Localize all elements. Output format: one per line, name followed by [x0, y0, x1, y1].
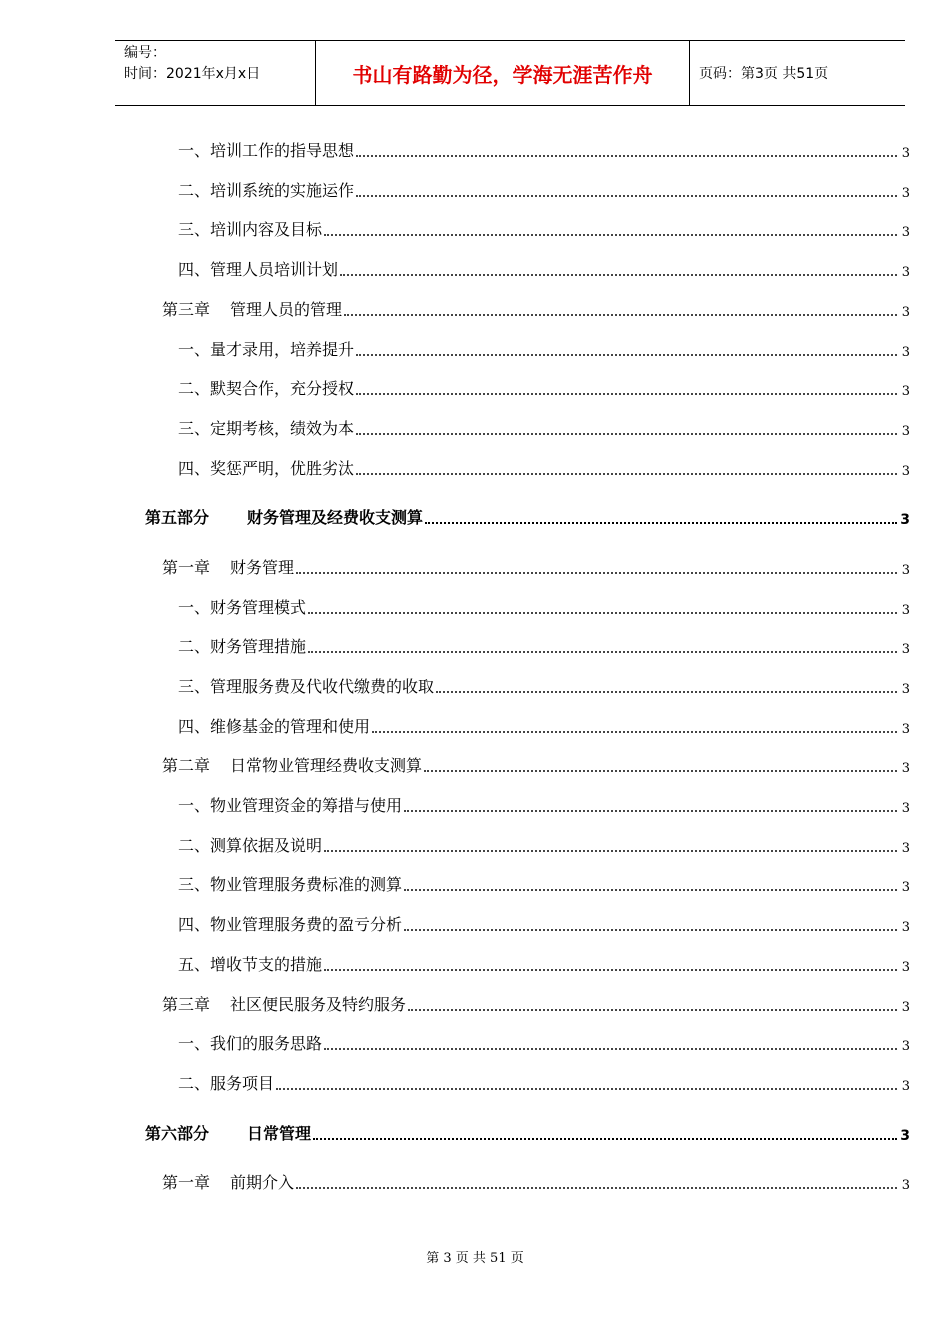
toc-leader-dots: [425, 521, 897, 524]
toc-entry-number: 三、: [178, 677, 211, 696]
toc-entry[interactable]: [0, 991, 910, 1015]
toc-leader-dots: [356, 194, 897, 197]
toc-entry-text: [178, 257, 338, 280]
toc-leader-dots: [324, 233, 897, 236]
toc-entry-title: 量才录用，培养提升: [210, 340, 355, 359]
toc-entry-title: 物业管理资金的筹措与使用: [210, 796, 403, 815]
toc-entry-page: 3: [901, 880, 910, 895]
time-label: 时间：2021年x月x日: [124, 66, 261, 82]
toc-entry-number: 四、: [178, 459, 211, 478]
toc-leader-dots: [404, 928, 897, 931]
toc-entry-text: [178, 138, 354, 161]
toc-entry-text: [178, 217, 322, 240]
toc-leader-dots: [356, 392, 897, 395]
toc-entry-page: 3: [901, 642, 910, 657]
toc-entry[interactable]: [0, 1120, 910, 1144]
toc-entry[interactable]: [0, 752, 910, 776]
toc-entry-page: 3: [901, 1000, 910, 1015]
toc-leader-dots: [356, 353, 897, 356]
toc-entry-title: 维修基金的管理和使用: [210, 717, 371, 736]
page-footer: 第 3 页 共 51 页: [426, 1251, 524, 1266]
toc-entry-number: 第三章: [162, 995, 211, 1014]
toc-entry-text: [178, 456, 354, 479]
code-label: 编号：: [124, 45, 166, 61]
toc-entry-page: 3: [901, 801, 910, 816]
toc-entry-title: 增收节支的措施: [210, 955, 323, 974]
toc-leader-dots: [436, 690, 897, 693]
toc-entry-text: [178, 634, 306, 657]
toc-entry-title: 财务管理: [230, 558, 295, 577]
toc-entry-text: [162, 297, 342, 320]
toc-entry[interactable]: [0, 594, 910, 618]
toc-entry-number: 三、: [178, 220, 211, 239]
toc-leader-dots: [324, 1047, 897, 1050]
toc-entry-page: 3: [901, 1039, 910, 1054]
toc-entry[interactable]: [0, 296, 910, 320]
header-meta: [115, 41, 316, 105]
toc-leader-dots: [308, 611, 897, 614]
toc-entry-title: 测算依据及说明: [210, 836, 323, 855]
toc-entry-text: [178, 833, 322, 856]
header-motto: 书山有路勤为径，学海无涯苦作舟: [316, 41, 690, 105]
toc-leader-dots: [424, 769, 897, 772]
toc-entry-title: 财务管理及经费收支测算: [247, 508, 424, 527]
toc-entry-title: 前期介入: [230, 1173, 295, 1192]
toc-leader-dots: [296, 1186, 897, 1189]
toc-entry-title: 默契合作，充分授权: [210, 379, 355, 398]
toc-entry-page: 3: [901, 265, 910, 280]
toc-leader-dots: [344, 313, 897, 316]
toc-entry[interactable]: [0, 792, 910, 816]
toc-entry[interactable]: [0, 504, 910, 528]
toc-entry-page: 3: [901, 603, 910, 618]
toc-entry-number: 四、: [178, 260, 211, 279]
toc-entry-number: 一、: [178, 1034, 211, 1053]
toc-leader-dots: [313, 1137, 897, 1140]
toc-entry-title: 日常管理: [247, 1124, 312, 1143]
toc-entry-text: [145, 505, 423, 528]
toc-entry-page: 3: [901, 464, 910, 479]
toc-entry-number: 第二章: [162, 756, 211, 775]
toc-entry-text: [178, 714, 370, 737]
toc-entry[interactable]: [0, 951, 910, 975]
toc-entry-text: [162, 555, 294, 578]
toc-entry-title: 定期考核，绩效为本: [210, 419, 355, 438]
toc-entry-text: [178, 912, 402, 935]
toc-entry-page: 3: [901, 761, 910, 776]
toc-entry-number: 二、: [178, 836, 211, 855]
toc-entry-number: 第三章: [162, 300, 211, 319]
toc-entry-page: 3: [901, 563, 910, 578]
toc-entry-number: 二、: [178, 379, 211, 398]
toc-entry-page: 3: [900, 512, 910, 528]
toc-leader-dots: [404, 809, 897, 812]
toc-leader-dots: [372, 730, 897, 733]
toc-entry-page: 3: [901, 682, 910, 697]
toc-entry[interactable]: [0, 911, 910, 935]
toc-entry-text: [145, 1121, 311, 1144]
toc-entry-title: 财务管理模式: [210, 598, 307, 617]
toc-entry-text: [178, 872, 402, 895]
toc-entry[interactable]: [0, 554, 910, 578]
toc-entry-number: 二、: [178, 181, 211, 200]
toc-entry-number: 一、: [178, 598, 211, 617]
toc-entry[interactable]: [0, 633, 910, 657]
toc-entry[interactable]: [0, 336, 910, 360]
toc-leader-dots: [340, 273, 897, 276]
toc-entry[interactable]: [0, 1070, 910, 1094]
toc-entry-page: 3: [901, 722, 910, 737]
toc-entry-text: [162, 753, 422, 776]
toc-entry-page: 3: [901, 225, 910, 240]
toc-leader-dots: [308, 650, 897, 653]
toc-entry-page: 3: [901, 1178, 910, 1193]
toc-entry-number: 三、: [178, 419, 211, 438]
toc-entry-text: [162, 992, 406, 1015]
toc-entry-number: 第一章: [162, 1173, 211, 1192]
toc-entry-page: 3: [901, 305, 910, 320]
toc-entry[interactable]: [0, 832, 910, 856]
toc-leader-dots: [408, 1008, 897, 1011]
toc-entry-number: 一、: [178, 141, 211, 160]
toc-leader-dots: [324, 849, 897, 852]
toc-entry-text: [178, 793, 402, 816]
toc-entry-title: 物业管理服务费的盈亏分析: [210, 915, 403, 934]
toc-entry-text: [178, 376, 354, 399]
toc-entry-title: 物业管理服务费标准的测算: [210, 875, 403, 894]
toc-leader-dots: [276, 1087, 897, 1090]
toc-entry-title: 管理人员的管理: [230, 300, 343, 319]
toc-leader-dots: [296, 571, 897, 574]
toc-entry-text: [178, 337, 354, 360]
toc-entry-title: 管理服务费及代收代缴费的收取: [210, 677, 435, 696]
toc-leader-dots: [356, 432, 897, 435]
toc-entry[interactable]: [0, 1030, 910, 1054]
toc-entry[interactable]: [0, 177, 910, 201]
toc-entry[interactable]: [0, 455, 910, 479]
toc-entry-text: [178, 952, 322, 975]
toc-entry-page: 3: [901, 920, 910, 935]
toc-entry-page: 3: [901, 960, 910, 975]
toc-entry[interactable]: [0, 256, 910, 280]
toc-entry-page: 3: [901, 1079, 910, 1094]
toc-entry-number: 第五部分: [145, 508, 210, 527]
toc-entry-page: 3: [901, 424, 910, 439]
toc-entry-text: [178, 1031, 322, 1054]
toc-entry-page: 3: [900, 1128, 910, 1144]
toc-entry-title: 培训工作的指导思想: [210, 141, 355, 160]
toc-entry[interactable]: [0, 415, 910, 439]
toc-entry-text: [178, 416, 354, 439]
toc-entry-title: 管理人员培训计划: [210, 260, 339, 279]
toc-entry[interactable]: [0, 216, 910, 240]
toc-entry-page: 3: [901, 345, 910, 360]
toc-leader-dots: [356, 472, 897, 475]
toc-entry-text: [162, 1170, 294, 1193]
toc-entry-number: 四、: [178, 915, 211, 934]
toc-entry-page: 3: [901, 186, 910, 201]
toc-entry-number: 二、: [178, 637, 211, 656]
toc-entry-number: 五、: [178, 955, 211, 974]
toc-leader-dots: [356, 154, 897, 157]
toc-entry-page: 3: [901, 384, 910, 399]
toc-entry-title: 培训系统的实施运作: [210, 181, 355, 200]
toc-entry-text: [178, 595, 306, 618]
toc-entry-number: 一、: [178, 340, 211, 359]
toc-entry[interactable]: [0, 871, 910, 895]
toc-entry-number: 一、: [178, 796, 211, 815]
toc-entry-number: 二、: [178, 1074, 211, 1093]
toc-entry-text: [178, 178, 354, 201]
toc-entry-title: 财务管理措施: [210, 637, 307, 656]
toc-entry-title: 社区便民服务及特约服务: [230, 995, 407, 1014]
toc-entry-number: 第一章: [162, 558, 211, 577]
toc-entry-page: 3: [901, 841, 910, 856]
toc-entry-page: 3: [901, 146, 910, 161]
toc-entry[interactable]: [0, 713, 910, 737]
toc-entry-text: [178, 674, 434, 697]
toc-entry-text: [178, 1071, 274, 1094]
header-page-info: 页码：第3页 共51页: [699, 66, 829, 82]
toc-entry-title: 培训内容及目标: [210, 220, 323, 239]
toc-entry-number: 三、: [178, 875, 211, 894]
toc-leader-dots: [404, 888, 897, 891]
toc-entry-title: 服务项目: [210, 1074, 275, 1093]
toc-entry-title: 奖惩严明，优胜劣汰: [210, 459, 355, 478]
page-header: [115, 40, 905, 106]
toc-leader-dots: [324, 968, 897, 971]
toc-entry[interactable]: [0, 375, 910, 399]
toc-entry-number: 四、: [178, 717, 211, 736]
toc-entry[interactable]: [0, 673, 910, 697]
toc-entry[interactable]: [0, 1169, 910, 1193]
toc-entry[interactable]: [0, 137, 910, 161]
toc-entry-number: 第六部分: [145, 1124, 210, 1143]
toc-entry-title: 日常物业管理经费收支测算: [230, 756, 423, 775]
toc-entry-title: 我们的服务思路: [210, 1034, 323, 1053]
